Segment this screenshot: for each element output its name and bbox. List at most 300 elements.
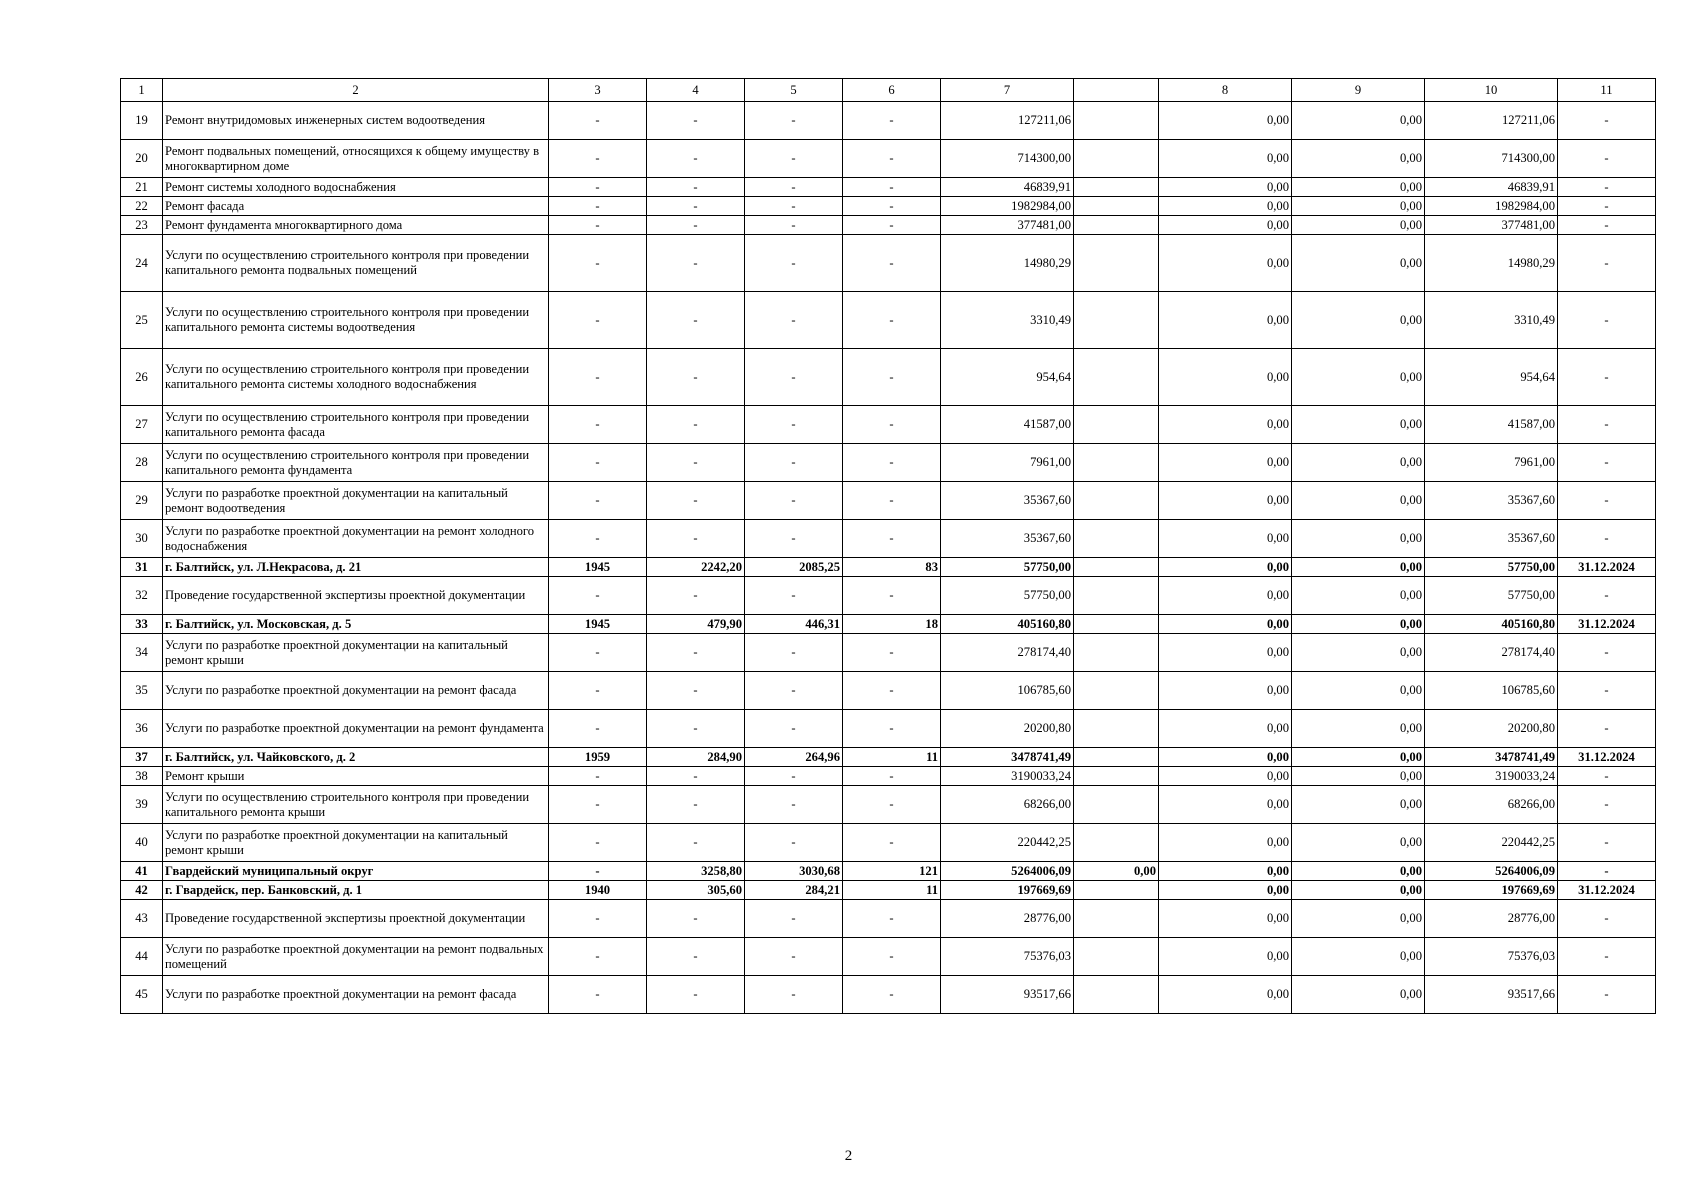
cell-col-9: 0,00 xyxy=(1292,824,1425,862)
cell-col-10: 197669,69 xyxy=(1425,881,1558,900)
cell-row-number: 24 xyxy=(121,235,163,292)
cell-col-11: - xyxy=(1558,292,1656,349)
cell-col-10: 220442,25 xyxy=(1425,824,1558,862)
cell-row-number: 37 xyxy=(121,748,163,767)
cell-work-name: г. Балтийск, ул. Московская, д. 5 xyxy=(163,615,549,634)
cell-col-10: 3310,49 xyxy=(1425,292,1558,349)
cell-col-7: 7961,00 xyxy=(941,444,1074,482)
cell-col-7: 377481,00 xyxy=(941,216,1074,235)
cell-work-name: Услуги по разработке проектной документации на ремонт подвальных помещений xyxy=(163,938,549,976)
cell-col-7b xyxy=(1074,216,1159,235)
cell-col-7b xyxy=(1074,748,1159,767)
cell-col-11: - xyxy=(1558,824,1656,862)
cell-col-11: - xyxy=(1558,862,1656,881)
cell-col-8: 0,00 xyxy=(1159,900,1292,938)
cell-col-6: 18 xyxy=(843,615,941,634)
cell-col-7: 220442,25 xyxy=(941,824,1074,862)
cell-col-11: - xyxy=(1558,577,1656,615)
cell-row-number: 35 xyxy=(121,672,163,710)
cell-col-7: 1982984,00 xyxy=(941,197,1074,216)
cell-col-3: 1959 xyxy=(549,748,647,767)
cell-col-3: - xyxy=(549,710,647,748)
cell-col-4: - xyxy=(647,444,745,482)
cell-work-name: г. Гвардейск, пер. Банковский, д. 1 xyxy=(163,881,549,900)
cell-work-name: Услуги по разработке проектной документации на ремонт холодного водоснабжения xyxy=(163,520,549,558)
cell-row-number: 33 xyxy=(121,615,163,634)
table-row xyxy=(121,520,1656,558)
cell-col-11: 31.12.2024 xyxy=(1558,615,1656,634)
cell-col-10: 405160,80 xyxy=(1425,615,1558,634)
cell-col-8: 0,00 xyxy=(1159,710,1292,748)
cell-col-8: 0,00 xyxy=(1159,748,1292,767)
cell-col-4: - xyxy=(647,976,745,1014)
cell-col-6: - xyxy=(843,178,941,197)
table-row xyxy=(121,577,1656,615)
cell-work-name: Проведение государственной экспертизы проектной документации xyxy=(163,577,549,615)
cell-col-7b xyxy=(1074,710,1159,748)
table-row xyxy=(121,140,1656,178)
cell-col-4: 284,90 xyxy=(647,748,745,767)
cell-col-7: 68266,00 xyxy=(941,786,1074,824)
cell-col-5: - xyxy=(745,767,843,786)
cell-col-11: - xyxy=(1558,102,1656,140)
table-row xyxy=(121,748,1656,767)
cell-col-11: - xyxy=(1558,938,1656,976)
table-row xyxy=(121,197,1656,216)
capital-repair-table xyxy=(120,78,1656,1014)
cell-col-8: 0,00 xyxy=(1159,140,1292,178)
column-header-5: 5 xyxy=(745,79,843,102)
cell-col-11: - xyxy=(1558,406,1656,444)
cell-col-3: - xyxy=(549,216,647,235)
cell-col-7: 35367,60 xyxy=(941,482,1074,520)
cell-col-7: 46839,91 xyxy=(941,178,1074,197)
cell-col-9: 0,00 xyxy=(1292,748,1425,767)
cell-row-number: 43 xyxy=(121,900,163,938)
cell-col-3: 1945 xyxy=(549,558,647,577)
cell-col-4: - xyxy=(647,824,745,862)
cell-col-10: 93517,66 xyxy=(1425,976,1558,1014)
cell-col-5: - xyxy=(745,102,843,140)
cell-col-7b xyxy=(1074,140,1159,178)
cell-work-name: Ремонт крыши xyxy=(163,767,549,786)
cell-col-7b xyxy=(1074,577,1159,615)
cell-col-9: 0,00 xyxy=(1292,178,1425,197)
cell-col-8: 0,00 xyxy=(1159,672,1292,710)
cell-row-number: 22 xyxy=(121,197,163,216)
cell-row-number: 38 xyxy=(121,767,163,786)
table-row xyxy=(121,672,1656,710)
cell-col-8: 0,00 xyxy=(1159,615,1292,634)
cell-col-7: 405160,80 xyxy=(941,615,1074,634)
cell-row-number: 36 xyxy=(121,710,163,748)
cell-col-11: - xyxy=(1558,976,1656,1014)
cell-row-number: 19 xyxy=(121,102,163,140)
cell-col-9: 0,00 xyxy=(1292,406,1425,444)
cell-col-9: 0,00 xyxy=(1292,672,1425,710)
cell-col-5: - xyxy=(745,900,843,938)
cell-col-7: 3478741,49 xyxy=(941,748,1074,767)
column-header-4: 4 xyxy=(647,79,745,102)
cell-col-10: 7961,00 xyxy=(1425,444,1558,482)
cell-col-4: - xyxy=(647,482,745,520)
cell-row-number: 25 xyxy=(121,292,163,349)
cell-col-5: - xyxy=(745,235,843,292)
cell-col-4: - xyxy=(647,577,745,615)
cell-col-11: - xyxy=(1558,444,1656,482)
table-row xyxy=(121,900,1656,938)
cell-col-6: - xyxy=(843,976,941,1014)
cell-col-10: 127211,06 xyxy=(1425,102,1558,140)
cell-col-3: - xyxy=(549,634,647,672)
cell-work-name: Услуги по осуществлению строительного контроля при проведении капитального ремонта системы холодного водоснабжения xyxy=(163,349,549,406)
column-header-11: 11 xyxy=(1558,79,1656,102)
cell-col-11: - xyxy=(1558,900,1656,938)
cell-col-7b: 0,00 xyxy=(1074,862,1159,881)
cell-col-7b xyxy=(1074,938,1159,976)
column-header-6: 6 xyxy=(843,79,941,102)
cell-col-6: - xyxy=(843,216,941,235)
cell-col-9: 0,00 xyxy=(1292,216,1425,235)
cell-col-6: - xyxy=(843,482,941,520)
cell-col-10: 75376,03 xyxy=(1425,938,1558,976)
cell-col-11: 31.12.2024 xyxy=(1558,748,1656,767)
cell-col-11: 31.12.2024 xyxy=(1558,558,1656,577)
cell-col-10: 3478741,49 xyxy=(1425,748,1558,767)
cell-work-name: Услуги по разработке проектной документации на капитальный ремонт крыши xyxy=(163,824,549,862)
cell-col-5: - xyxy=(745,634,843,672)
header-row xyxy=(121,79,1656,102)
cell-col-3: - xyxy=(549,140,647,178)
cell-col-7b xyxy=(1074,292,1159,349)
cell-col-7: 57750,00 xyxy=(941,577,1074,615)
cell-work-name: Ремонт подвальных помещений, относящихся к общему имуществу в многоквартирном доме xyxy=(163,140,549,178)
cell-col-7b xyxy=(1074,558,1159,577)
cell-col-3: 1940 xyxy=(549,881,647,900)
cell-work-name: Услуги по разработке проектной документации на ремонт фундамента xyxy=(163,710,549,748)
column-header-3: 3 xyxy=(549,79,647,102)
cell-col-3: - xyxy=(549,976,647,1014)
cell-col-8: 0,00 xyxy=(1159,349,1292,406)
cell-row-number: 44 xyxy=(121,938,163,976)
cell-col-7: 954,64 xyxy=(941,349,1074,406)
cell-col-3: - xyxy=(549,938,647,976)
cell-col-5: - xyxy=(745,216,843,235)
cell-col-11: - xyxy=(1558,216,1656,235)
cell-col-6: - xyxy=(843,824,941,862)
cell-col-7b xyxy=(1074,786,1159,824)
cell-col-11: - xyxy=(1558,140,1656,178)
cell-col-7: 28776,00 xyxy=(941,900,1074,938)
cell-col-4: - xyxy=(647,102,745,140)
cell-col-4: 2242,20 xyxy=(647,558,745,577)
cell-col-3: - xyxy=(549,862,647,881)
cell-col-6: 11 xyxy=(843,881,941,900)
cell-col-3: - xyxy=(549,672,647,710)
cell-work-name: г. Балтийск, ул. Чайковского, д. 2 xyxy=(163,748,549,767)
cell-col-10: 278174,40 xyxy=(1425,634,1558,672)
cell-col-4: 479,90 xyxy=(647,615,745,634)
cell-col-4: 3258,80 xyxy=(647,862,745,881)
cell-col-9: 0,00 xyxy=(1292,976,1425,1014)
cell-col-11: - xyxy=(1558,197,1656,216)
cell-col-10: 1982984,00 xyxy=(1425,197,1558,216)
cell-work-name: Ремонт фундамента многоквартирного дома xyxy=(163,216,549,235)
cell-col-4: - xyxy=(647,406,745,444)
cell-col-10: 28776,00 xyxy=(1425,900,1558,938)
cell-col-10: 57750,00 xyxy=(1425,577,1558,615)
cell-col-9: 0,00 xyxy=(1292,102,1425,140)
cell-col-10: 68266,00 xyxy=(1425,786,1558,824)
cell-col-6: - xyxy=(843,786,941,824)
column-header-1: 1 xyxy=(121,79,163,102)
cell-col-8: 0,00 xyxy=(1159,482,1292,520)
cell-col-7b xyxy=(1074,767,1159,786)
cell-col-10: 106785,60 xyxy=(1425,672,1558,710)
cell-col-5: 284,21 xyxy=(745,881,843,900)
table-row xyxy=(121,482,1656,520)
cell-work-name: Услуги по осуществлению строительного контроля при проведении капитального ремонта фундамента xyxy=(163,444,549,482)
cell-col-9: 0,00 xyxy=(1292,786,1425,824)
cell-col-5: - xyxy=(745,710,843,748)
cell-col-4: - xyxy=(647,520,745,558)
cell-col-10: 35367,60 xyxy=(1425,482,1558,520)
cell-col-7: 3190033,24 xyxy=(941,767,1074,786)
cell-col-9: 0,00 xyxy=(1292,482,1425,520)
column-header-9: 9 xyxy=(1292,79,1425,102)
column-header-7b xyxy=(1074,79,1159,102)
cell-row-number: 45 xyxy=(121,976,163,1014)
cell-col-11: - xyxy=(1558,520,1656,558)
cell-col-10: 954,64 xyxy=(1425,349,1558,406)
cell-col-10: 14980,29 xyxy=(1425,235,1558,292)
cell-row-number: 40 xyxy=(121,824,163,862)
cell-col-4: - xyxy=(647,178,745,197)
cell-row-number: 42 xyxy=(121,881,163,900)
cell-col-8: 0,00 xyxy=(1159,767,1292,786)
cell-col-5: - xyxy=(745,406,843,444)
cell-col-4: - xyxy=(647,786,745,824)
cell-col-11: - xyxy=(1558,349,1656,406)
cell-col-6: 83 xyxy=(843,558,941,577)
table-body xyxy=(121,102,1656,1014)
cell-work-name: Ремонт системы холодного водоснабжения xyxy=(163,178,549,197)
cell-col-9: 0,00 xyxy=(1292,767,1425,786)
cell-col-8: 0,00 xyxy=(1159,178,1292,197)
cell-col-5: - xyxy=(745,178,843,197)
cell-col-7b xyxy=(1074,520,1159,558)
cell-col-8: 0,00 xyxy=(1159,444,1292,482)
cell-col-6: - xyxy=(843,140,941,178)
cell-row-number: 31 xyxy=(121,558,163,577)
cell-col-10: 46839,91 xyxy=(1425,178,1558,197)
cell-col-9: 0,00 xyxy=(1292,558,1425,577)
cell-col-11: - xyxy=(1558,767,1656,786)
cell-col-5: - xyxy=(745,197,843,216)
cell-col-6: - xyxy=(843,349,941,406)
cell-col-4: - xyxy=(647,767,745,786)
cell-col-6: - xyxy=(843,102,941,140)
cell-col-8: 0,00 xyxy=(1159,577,1292,615)
cell-col-10: 41587,00 xyxy=(1425,406,1558,444)
cell-col-6: - xyxy=(843,577,941,615)
cell-col-7b xyxy=(1074,178,1159,197)
table-row xyxy=(121,235,1656,292)
cell-col-3: - xyxy=(549,786,647,824)
cell-col-7: 57750,00 xyxy=(941,558,1074,577)
cell-col-3: - xyxy=(549,102,647,140)
cell-col-7b xyxy=(1074,197,1159,216)
cell-col-3: - xyxy=(549,900,647,938)
cell-col-9: 0,00 xyxy=(1292,444,1425,482)
table-row xyxy=(121,938,1656,976)
table-row xyxy=(121,406,1656,444)
cell-col-7: 714300,00 xyxy=(941,140,1074,178)
cell-col-11: - xyxy=(1558,786,1656,824)
cell-col-3: - xyxy=(549,577,647,615)
cell-col-9: 0,00 xyxy=(1292,197,1425,216)
cell-col-7: 127211,06 xyxy=(941,102,1074,140)
column-header-7: 7 xyxy=(941,79,1074,102)
cell-col-3: - xyxy=(549,235,647,292)
table-row xyxy=(121,216,1656,235)
cell-col-5: - xyxy=(745,786,843,824)
cell-col-5: - xyxy=(745,482,843,520)
cell-col-6: 121 xyxy=(843,862,941,881)
cell-col-8: 0,00 xyxy=(1159,520,1292,558)
cell-work-name: Ремонт внутридомовых инженерных систем водоотведения xyxy=(163,102,549,140)
table-row xyxy=(121,444,1656,482)
cell-col-8: 0,00 xyxy=(1159,102,1292,140)
cell-work-name: Гвардейский муниципальный округ xyxy=(163,862,549,881)
cell-col-4: - xyxy=(647,900,745,938)
cell-col-7b xyxy=(1074,881,1159,900)
cell-col-4: - xyxy=(647,672,745,710)
cell-col-10: 57750,00 xyxy=(1425,558,1558,577)
cell-col-11: 31.12.2024 xyxy=(1558,881,1656,900)
cell-col-6: - xyxy=(843,672,941,710)
cell-col-11: - xyxy=(1558,482,1656,520)
cell-col-6: - xyxy=(843,444,941,482)
cell-col-9: 0,00 xyxy=(1292,349,1425,406)
table-row xyxy=(121,881,1656,900)
cell-col-5: - xyxy=(745,292,843,349)
cell-row-number: 20 xyxy=(121,140,163,178)
cell-col-9: 0,00 xyxy=(1292,140,1425,178)
cell-col-7: 197669,69 xyxy=(941,881,1074,900)
cell-work-name: Услуги по разработке проектной документации на капитальный ремонт водоотведения xyxy=(163,482,549,520)
cell-col-9: 0,00 xyxy=(1292,615,1425,634)
cell-col-3: - xyxy=(549,767,647,786)
cell-col-3: - xyxy=(549,178,647,197)
cell-col-9: 0,00 xyxy=(1292,710,1425,748)
cell-col-7b xyxy=(1074,615,1159,634)
cell-col-6: - xyxy=(843,900,941,938)
cell-col-8: 0,00 xyxy=(1159,938,1292,976)
cell-col-7: 41587,00 xyxy=(941,406,1074,444)
cell-col-4: - xyxy=(647,235,745,292)
cell-col-5: 2085,25 xyxy=(745,558,843,577)
cell-col-11: - xyxy=(1558,672,1656,710)
cell-row-number: 29 xyxy=(121,482,163,520)
table-row xyxy=(121,710,1656,748)
cell-row-number: 30 xyxy=(121,520,163,558)
cell-col-8: 0,00 xyxy=(1159,235,1292,292)
cell-row-number: 26 xyxy=(121,349,163,406)
cell-col-9: 0,00 xyxy=(1292,862,1425,881)
cell-col-9: 0,00 xyxy=(1292,938,1425,976)
cell-col-5: - xyxy=(745,938,843,976)
cell-col-3: - xyxy=(549,406,647,444)
cell-work-name: Услуги по осуществлению строительного контроля при проведении капитального ремонта системы водоотведения xyxy=(163,292,549,349)
cell-col-4: - xyxy=(647,197,745,216)
cell-col-8: 0,00 xyxy=(1159,881,1292,900)
cell-col-8: 0,00 xyxy=(1159,406,1292,444)
cell-col-3: - xyxy=(549,520,647,558)
column-header-8: 8 xyxy=(1159,79,1292,102)
cell-col-6: - xyxy=(843,292,941,349)
cell-work-name: Услуги по осуществлению строительного контроля при проведении капитального ремонта подвальных помещений xyxy=(163,235,549,292)
cell-col-5: - xyxy=(745,976,843,1014)
cell-col-11: - xyxy=(1558,235,1656,292)
cell-col-4: - xyxy=(647,140,745,178)
cell-col-10: 3190033,24 xyxy=(1425,767,1558,786)
cell-col-8: 0,00 xyxy=(1159,824,1292,862)
cell-col-3: - xyxy=(549,482,647,520)
cell-col-5: 446,31 xyxy=(745,615,843,634)
cell-col-8: 0,00 xyxy=(1159,197,1292,216)
cell-row-number: 23 xyxy=(121,216,163,235)
cell-col-5: - xyxy=(745,140,843,178)
cell-col-8: 0,00 xyxy=(1159,558,1292,577)
cell-col-7: 5264006,09 xyxy=(941,862,1074,881)
cell-col-4: - xyxy=(647,938,745,976)
cell-col-7: 93517,66 xyxy=(941,976,1074,1014)
cell-col-3: - xyxy=(549,444,647,482)
cell-col-7: 106785,60 xyxy=(941,672,1074,710)
table-row xyxy=(121,558,1656,577)
cell-col-3: - xyxy=(549,349,647,406)
cell-work-name: Ремонт фасада xyxy=(163,197,549,216)
cell-col-9: 0,00 xyxy=(1292,900,1425,938)
cell-col-9: 0,00 xyxy=(1292,634,1425,672)
cell-col-7b xyxy=(1074,482,1159,520)
cell-col-8: 0,00 xyxy=(1159,976,1292,1014)
cell-col-7b xyxy=(1074,634,1159,672)
cell-col-3: 1945 xyxy=(549,615,647,634)
cell-col-4: - xyxy=(647,349,745,406)
cell-col-9: 0,00 xyxy=(1292,292,1425,349)
cell-col-7: 278174,40 xyxy=(941,634,1074,672)
cell-col-9: 0,00 xyxy=(1292,520,1425,558)
cell-row-number: 39 xyxy=(121,786,163,824)
cell-col-10: 377481,00 xyxy=(1425,216,1558,235)
cell-col-4: - xyxy=(647,216,745,235)
table-row xyxy=(121,824,1656,862)
cell-col-4: - xyxy=(647,634,745,672)
cell-col-6: - xyxy=(843,710,941,748)
table-row xyxy=(121,767,1656,786)
cell-col-6: - xyxy=(843,520,941,558)
cell-row-number: 34 xyxy=(121,634,163,672)
table-row xyxy=(121,178,1656,197)
table-row xyxy=(121,615,1656,634)
cell-col-3: - xyxy=(549,292,647,349)
cell-col-11: - xyxy=(1558,178,1656,197)
cell-col-8: 0,00 xyxy=(1159,634,1292,672)
cell-col-7: 14980,29 xyxy=(941,235,1074,292)
cell-col-6: 11 xyxy=(843,748,941,767)
